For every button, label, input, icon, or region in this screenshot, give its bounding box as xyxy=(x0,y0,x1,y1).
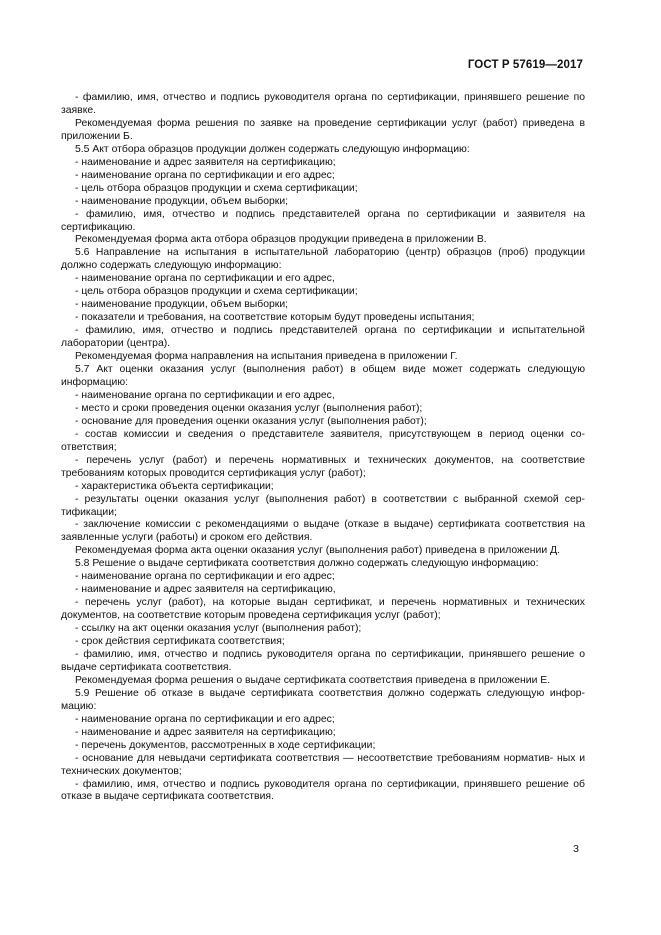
paragraph: Рекомендуемая форма решения по заявке на проведение сертификации услуг (работ) приведена в приложении Б. xyxy=(61,117,585,142)
list-item: - место и сроки проведения оценки оказания услуг (выполнения работ); xyxy=(75,402,423,414)
list-item: - показатели и требования, на соответствие которым будут проведены испытания; xyxy=(75,312,475,324)
list-item: - характеристика объекта сертификации; xyxy=(75,480,274,492)
list-item: - фамилию, имя, отчество и подпись представителей органа по сертификации и заявителя на сертификацию. xyxy=(61,208,585,233)
list-item: - фамилию, имя, отчество и подпись представителей органа по сертификации и испытательной лаборатории (центра). xyxy=(61,325,585,350)
section-heading: 5.8 Решение о выдаче сертификата соответствия должно содержать следующую информацию: xyxy=(75,558,539,570)
list-item: - заключение комиссии с рекомендациями о выдаче (отказе в выдаче) сертификата соответствия на заявленные услуги (работы) и сроком его действия. xyxy=(61,519,585,544)
list-item: - фамилию, имя, отчество и подпись руководителя органа по сертификации, принявшего решение о выдаче сертификата соответствия. xyxy=(61,648,585,673)
document-code: ГОСТ Р 57619—2017 xyxy=(467,59,583,71)
list-item: - наименование органа по сертификации и его адрес, xyxy=(75,389,335,401)
list-item: - результаты оценки оказания услуг (выполнения работ) в соответствии с выбранной схемой сер- тификации; xyxy=(61,493,585,518)
list-item: - наименование и адрес заявителя на сертификацию; xyxy=(75,156,336,168)
section-heading: 5.6 Направление на испытания в испытательной лабораторию (центр) образцов (проб) продукции должно содержать следующую информацию: xyxy=(61,247,585,272)
list-item: - основание для проведения оценки оказания услуг (выполнения работ); xyxy=(75,415,427,427)
list-item: - перечень услуг (работ), на которые выдан сертификат, и перечень нормативных и технических документов, на соответствие которым проведена сертификация услуг (работ); xyxy=(61,597,585,622)
paragraph: Рекомендуемая форма акта отбора образцов продукции приведена в приложении В. xyxy=(75,234,487,246)
list-item: - наименование органа по сертификации и его адрес; xyxy=(75,169,335,181)
list-item: - наименование органа по сертификации и его адрес; xyxy=(75,713,335,725)
list-item: - наименование и адрес заявителя на сертификацию; xyxy=(75,726,336,738)
list-item: - цель отбора образцов продукции и схема сертификации; xyxy=(75,286,358,298)
list-item: - цель отбора образцов продукции и схема сертификации; xyxy=(75,182,358,194)
list-item: - наименование продукции, объем выборки; xyxy=(75,299,289,311)
section-heading: 5.9 Решение об отказе в выдаче сертификата соответствия должно содержать следующую инфор- мацию: xyxy=(61,687,585,712)
list-item: - основание для невыдачи сертификата соответствия — несоответствие требованиям норматив- ных и технических документов; xyxy=(61,752,585,777)
section-heading: 5.7 Акт оценки оказания услуг (выполнения работ) в общем виде может содержать следующую информацию: xyxy=(61,364,585,388)
document-body xyxy=(61,92,585,804)
paragraph: Рекомендуемая форма акта оценки оказания услуг (выполнения работ) приведена в приложении Д. xyxy=(75,545,560,557)
list-item: - фамилию, имя, отчество и подпись руководителя органа по сертификации, принявшего решение об отказе в выдаче сертификата соответствия. xyxy=(61,778,585,803)
list-item: - срок действия сертификата соответствия; xyxy=(75,636,285,648)
list-item: - перечень услуг (работ) и перечень нормативных и технических документов, на соответствие требованиям которых проводится сертификация услуг (работ); xyxy=(61,454,585,479)
list-item: - перечень документов, рассмотренных в ходе сертификации; xyxy=(75,739,376,751)
list-item: - наименование органа по сертификации и его адрес; xyxy=(75,571,335,583)
list-item: - ссылку на акт оценки оказания услуг (выполнения работ); xyxy=(75,623,362,635)
list-item: - наименование продукции, объем выборки; xyxy=(75,195,289,207)
paragraph: Рекомендуемая форма направления на испытания приведена в приложении Г. xyxy=(75,351,458,363)
list-item: - фамилию, имя, отчество и подпись руководителя органа по сертификации, принявшего решение по заявке. xyxy=(61,92,585,116)
list-item: - наименование и адрес заявителя на сертификацию, xyxy=(75,584,336,596)
paragraph: Рекомендуемая форма решения о выдаче сертификата соответствия приведена в приложении Е. xyxy=(75,674,551,686)
list-item: - наименование органа по сертификации и его адрес, xyxy=(75,273,335,285)
page-number: 3 xyxy=(573,843,579,855)
list-item: - состав комиссии и сведения о представителе заявителя, присутствующем в период оценки со- ответствия; xyxy=(61,428,585,453)
section-heading: 5.5 Акт отбора образцов продукции должен содержать следующую информацию: xyxy=(75,143,470,155)
